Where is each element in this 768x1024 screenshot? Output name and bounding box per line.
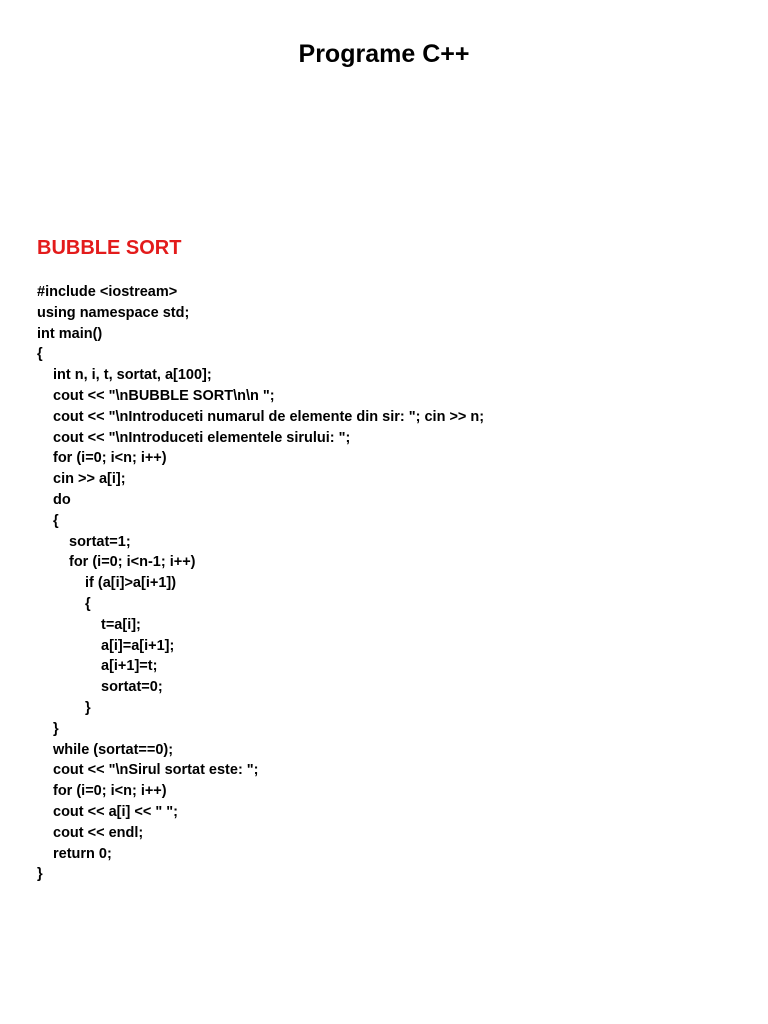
code-line: int n, i, t, sortat, a[100]; [53,367,212,384]
code-line: cout << "\nIntroduceti elementele sirului: "; [53,429,351,446]
code-line: { [37,346,43,363]
code-line: cout << "\nSirul sortat este: "; [53,762,259,779]
code-line: } [53,720,59,737]
code-block [37,282,484,885]
code-line: for (i=0; i<n-1; i++) [69,554,196,571]
document-title: Programe C++ [298,40,470,68]
code-line: for (i=0; i<n; i++) [53,783,167,800]
code-line: sortat=1; [69,533,131,550]
code-line: } [37,866,43,883]
code-line: sortat=0; [101,679,163,696]
code-line: cin >> a[i]; [53,471,126,488]
code-line: } [85,699,91,716]
code-line: return 0; [53,845,112,862]
section-heading: BUBBLE SORT [37,237,182,259]
code-line: using namespace std; [37,304,190,321]
code-line: a[i]=a[i+1]; [101,637,175,654]
code-line: int main() [37,325,103,342]
code-line: a[i+1]=t; [101,658,158,675]
code-line: t=a[i]; [101,616,141,633]
code-line: if (a[i]>a[i+1]) [85,575,177,592]
code-line: cout << "\nIntroduceti numarul de elemente din sir: "; cin >> n; [53,408,485,425]
code-line: { [85,595,91,612]
code-line: while (sortat==0); [53,741,174,758]
code-line: { [53,512,59,529]
code-line: cout << a[i] << " "; [53,803,178,820]
code-line: cout << endl; [53,824,144,841]
code-line: #include <iostream> [37,284,178,300]
code-line: do [53,491,71,508]
code-line: cout << "\nBUBBLE SORT\n\n "; [53,387,275,404]
code-line: for (i=0; i<n; i++) [53,450,167,467]
